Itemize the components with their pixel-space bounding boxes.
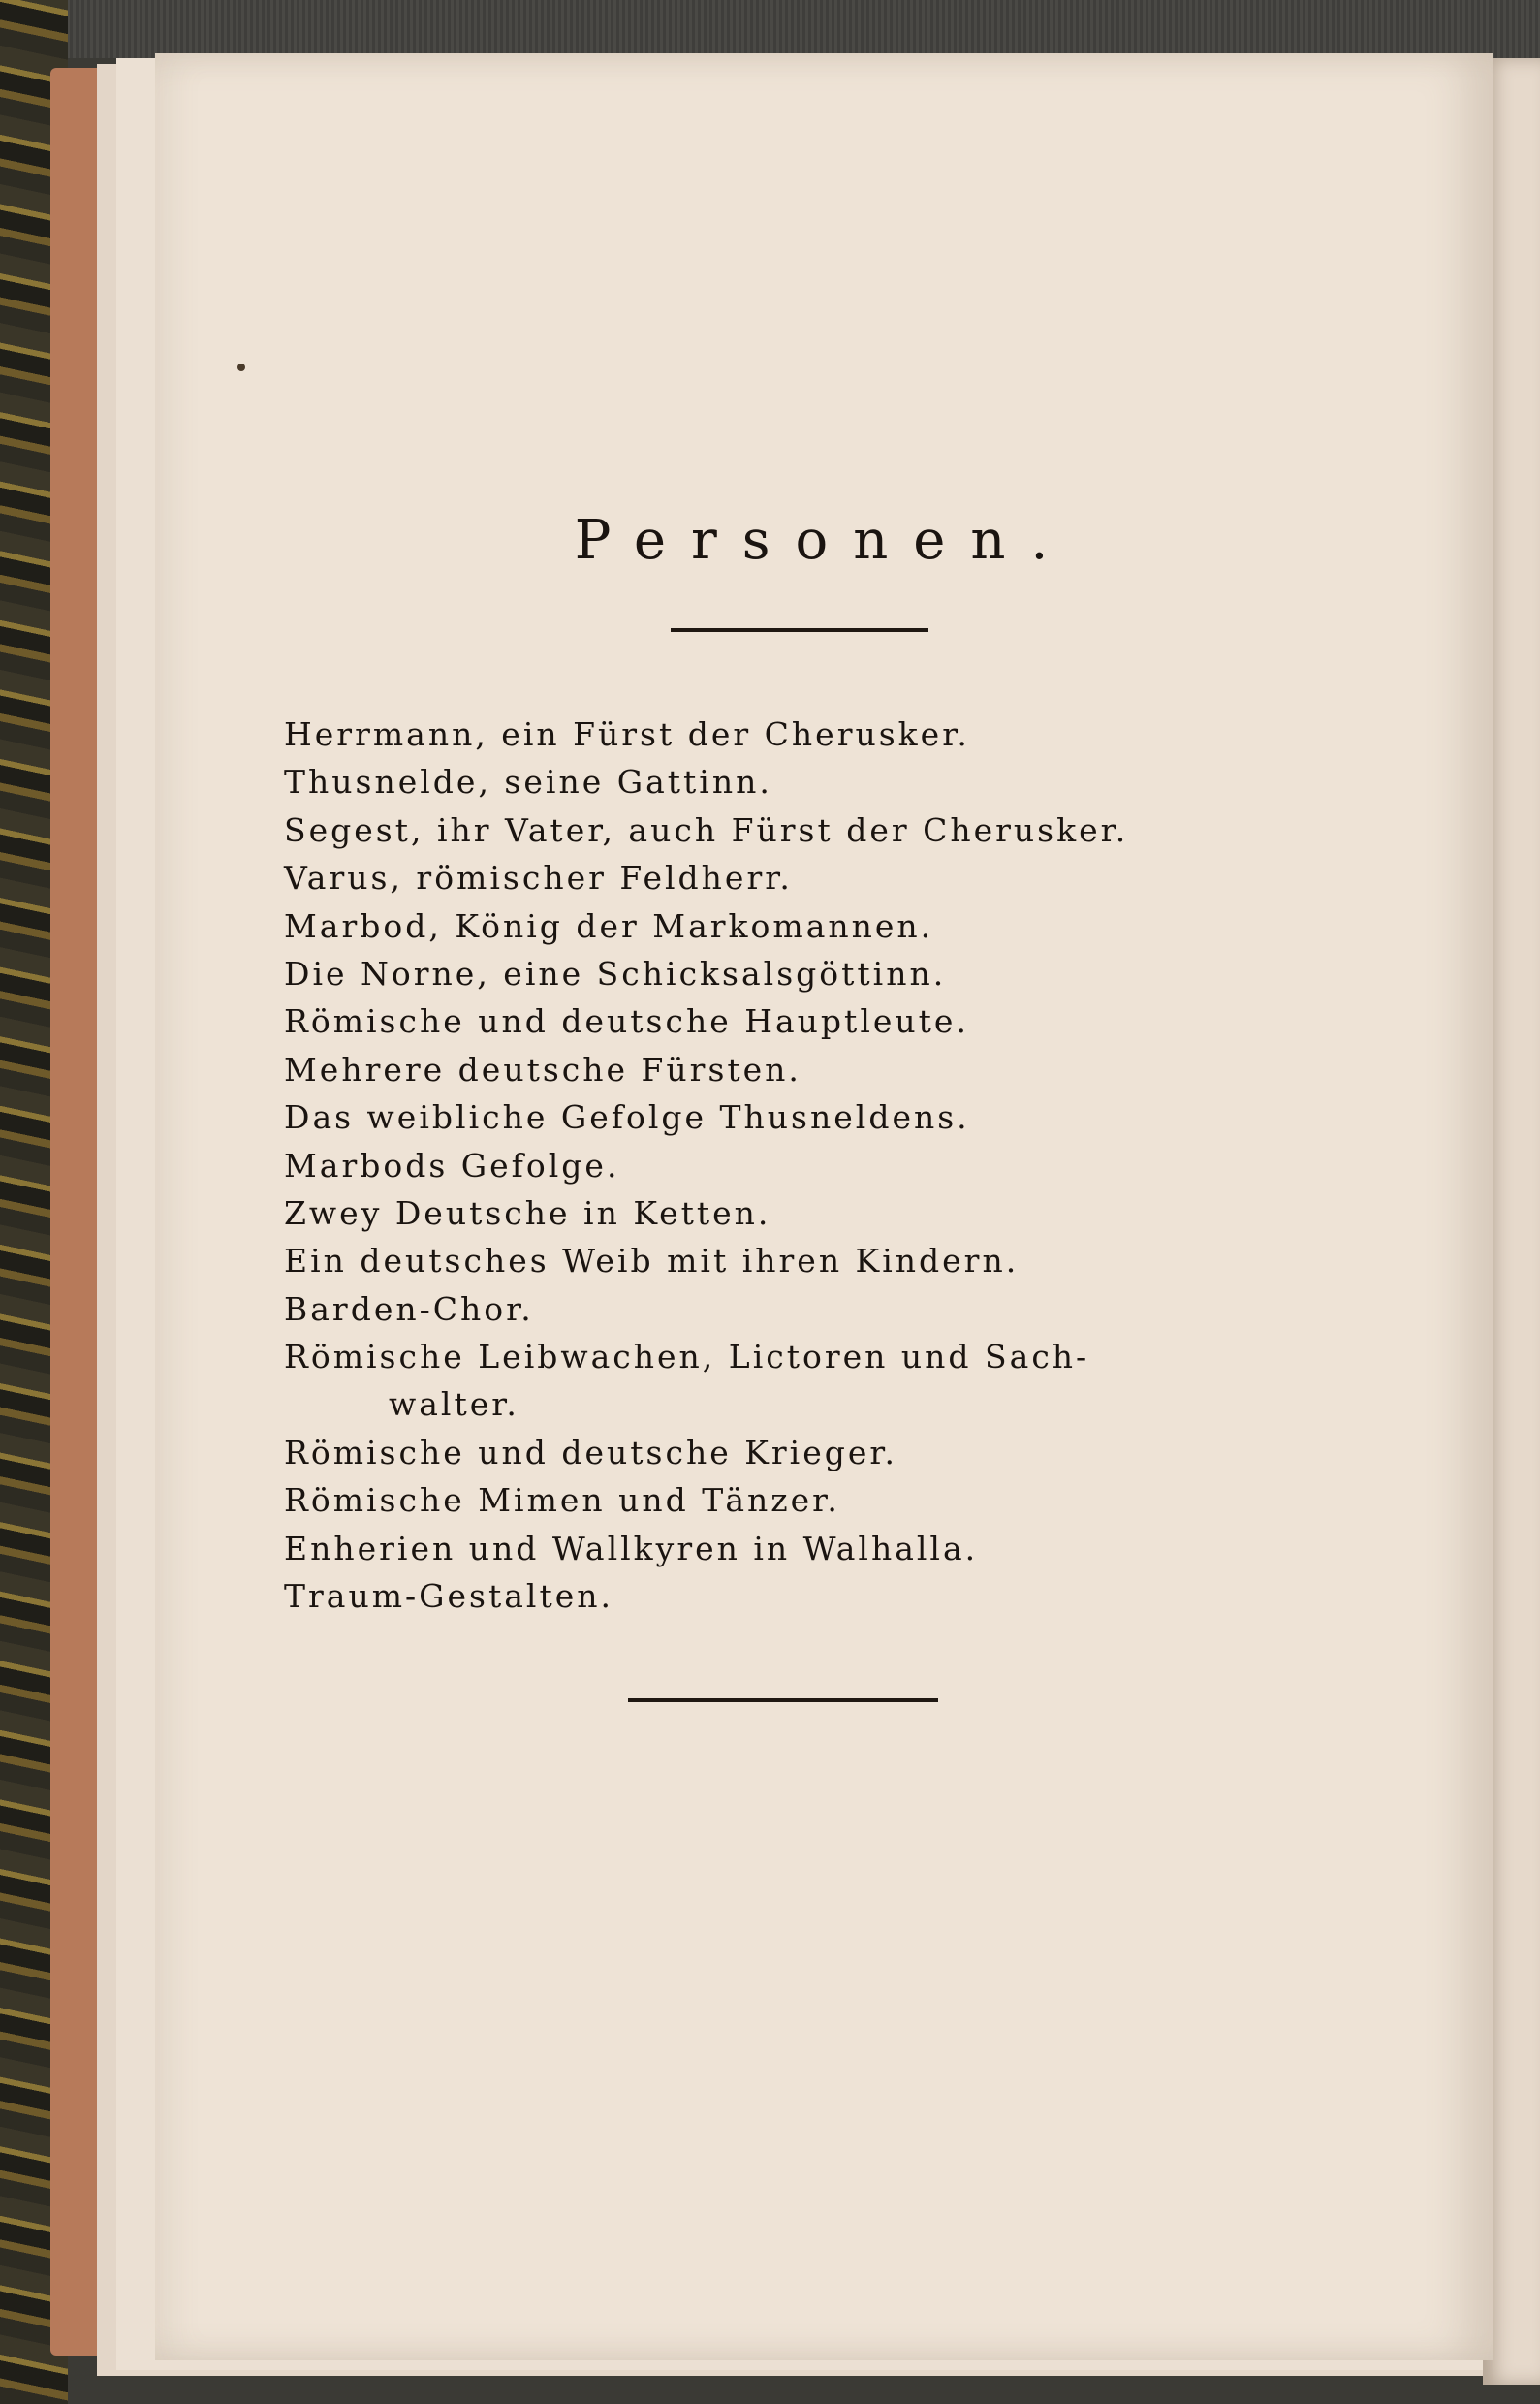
character-entry: Barden-Chor. — [284, 1289, 534, 1328]
character-entry: Marbod, König der Markomannen. — [284, 906, 934, 945]
character-entry: Marbods Gefolge. — [284, 1146, 620, 1185]
character-entry: Zwey Deutsche in Ketten. — [284, 1193, 771, 1232]
character-entry: Thusnelde, seine Gattinn. — [284, 763, 772, 802]
character-list — [284, 711, 1389, 1620]
character-entry: Römische Leibwachen, Lictoren und Sach- — [284, 1338, 1090, 1376]
character-entry-continuation: walter. — [389, 1385, 519, 1424]
divider-rule — [628, 1698, 938, 1702]
character-entry: Varus, römischer Feldherr. — [284, 859, 793, 898]
character-entry: Segest, ihr Vater, auch Fürst der Cherusker. — [284, 810, 1129, 849]
book-page — [155, 53, 1493, 2360]
book-cover-top — [0, 0, 1540, 58]
character-entry: Römische Mimen und Tänzer. — [284, 1481, 840, 1520]
character-entry: Römische und deutsche Hauptleute. — [284, 1002, 969, 1041]
character-entry: Mehrere deutsche Fürsten. — [284, 1050, 801, 1089]
divider-rule — [671, 628, 928, 632]
character-entry: Enherien und Wallkyren in Walhalla. — [284, 1529, 979, 1567]
character-entry: Herrmann, ein Fürst der Cherusker. — [284, 715, 970, 753]
ink-speck — [237, 364, 245, 371]
character-entry: Römische und deutsche Krieger. — [284, 1433, 898, 1471]
character-entry: Das weibliche Gefolge Thusneldens. — [284, 1098, 970, 1137]
page-heading: Personen. — [574, 509, 1074, 572]
character-entry: Traum-Gestalten. — [284, 1577, 614, 1616]
character-entry: Ein deutsches Weib mit ihren Kindern. — [284, 1242, 1020, 1281]
character-entry: Die Norne, eine Schicksalsgöttinn. — [284, 954, 947, 993]
